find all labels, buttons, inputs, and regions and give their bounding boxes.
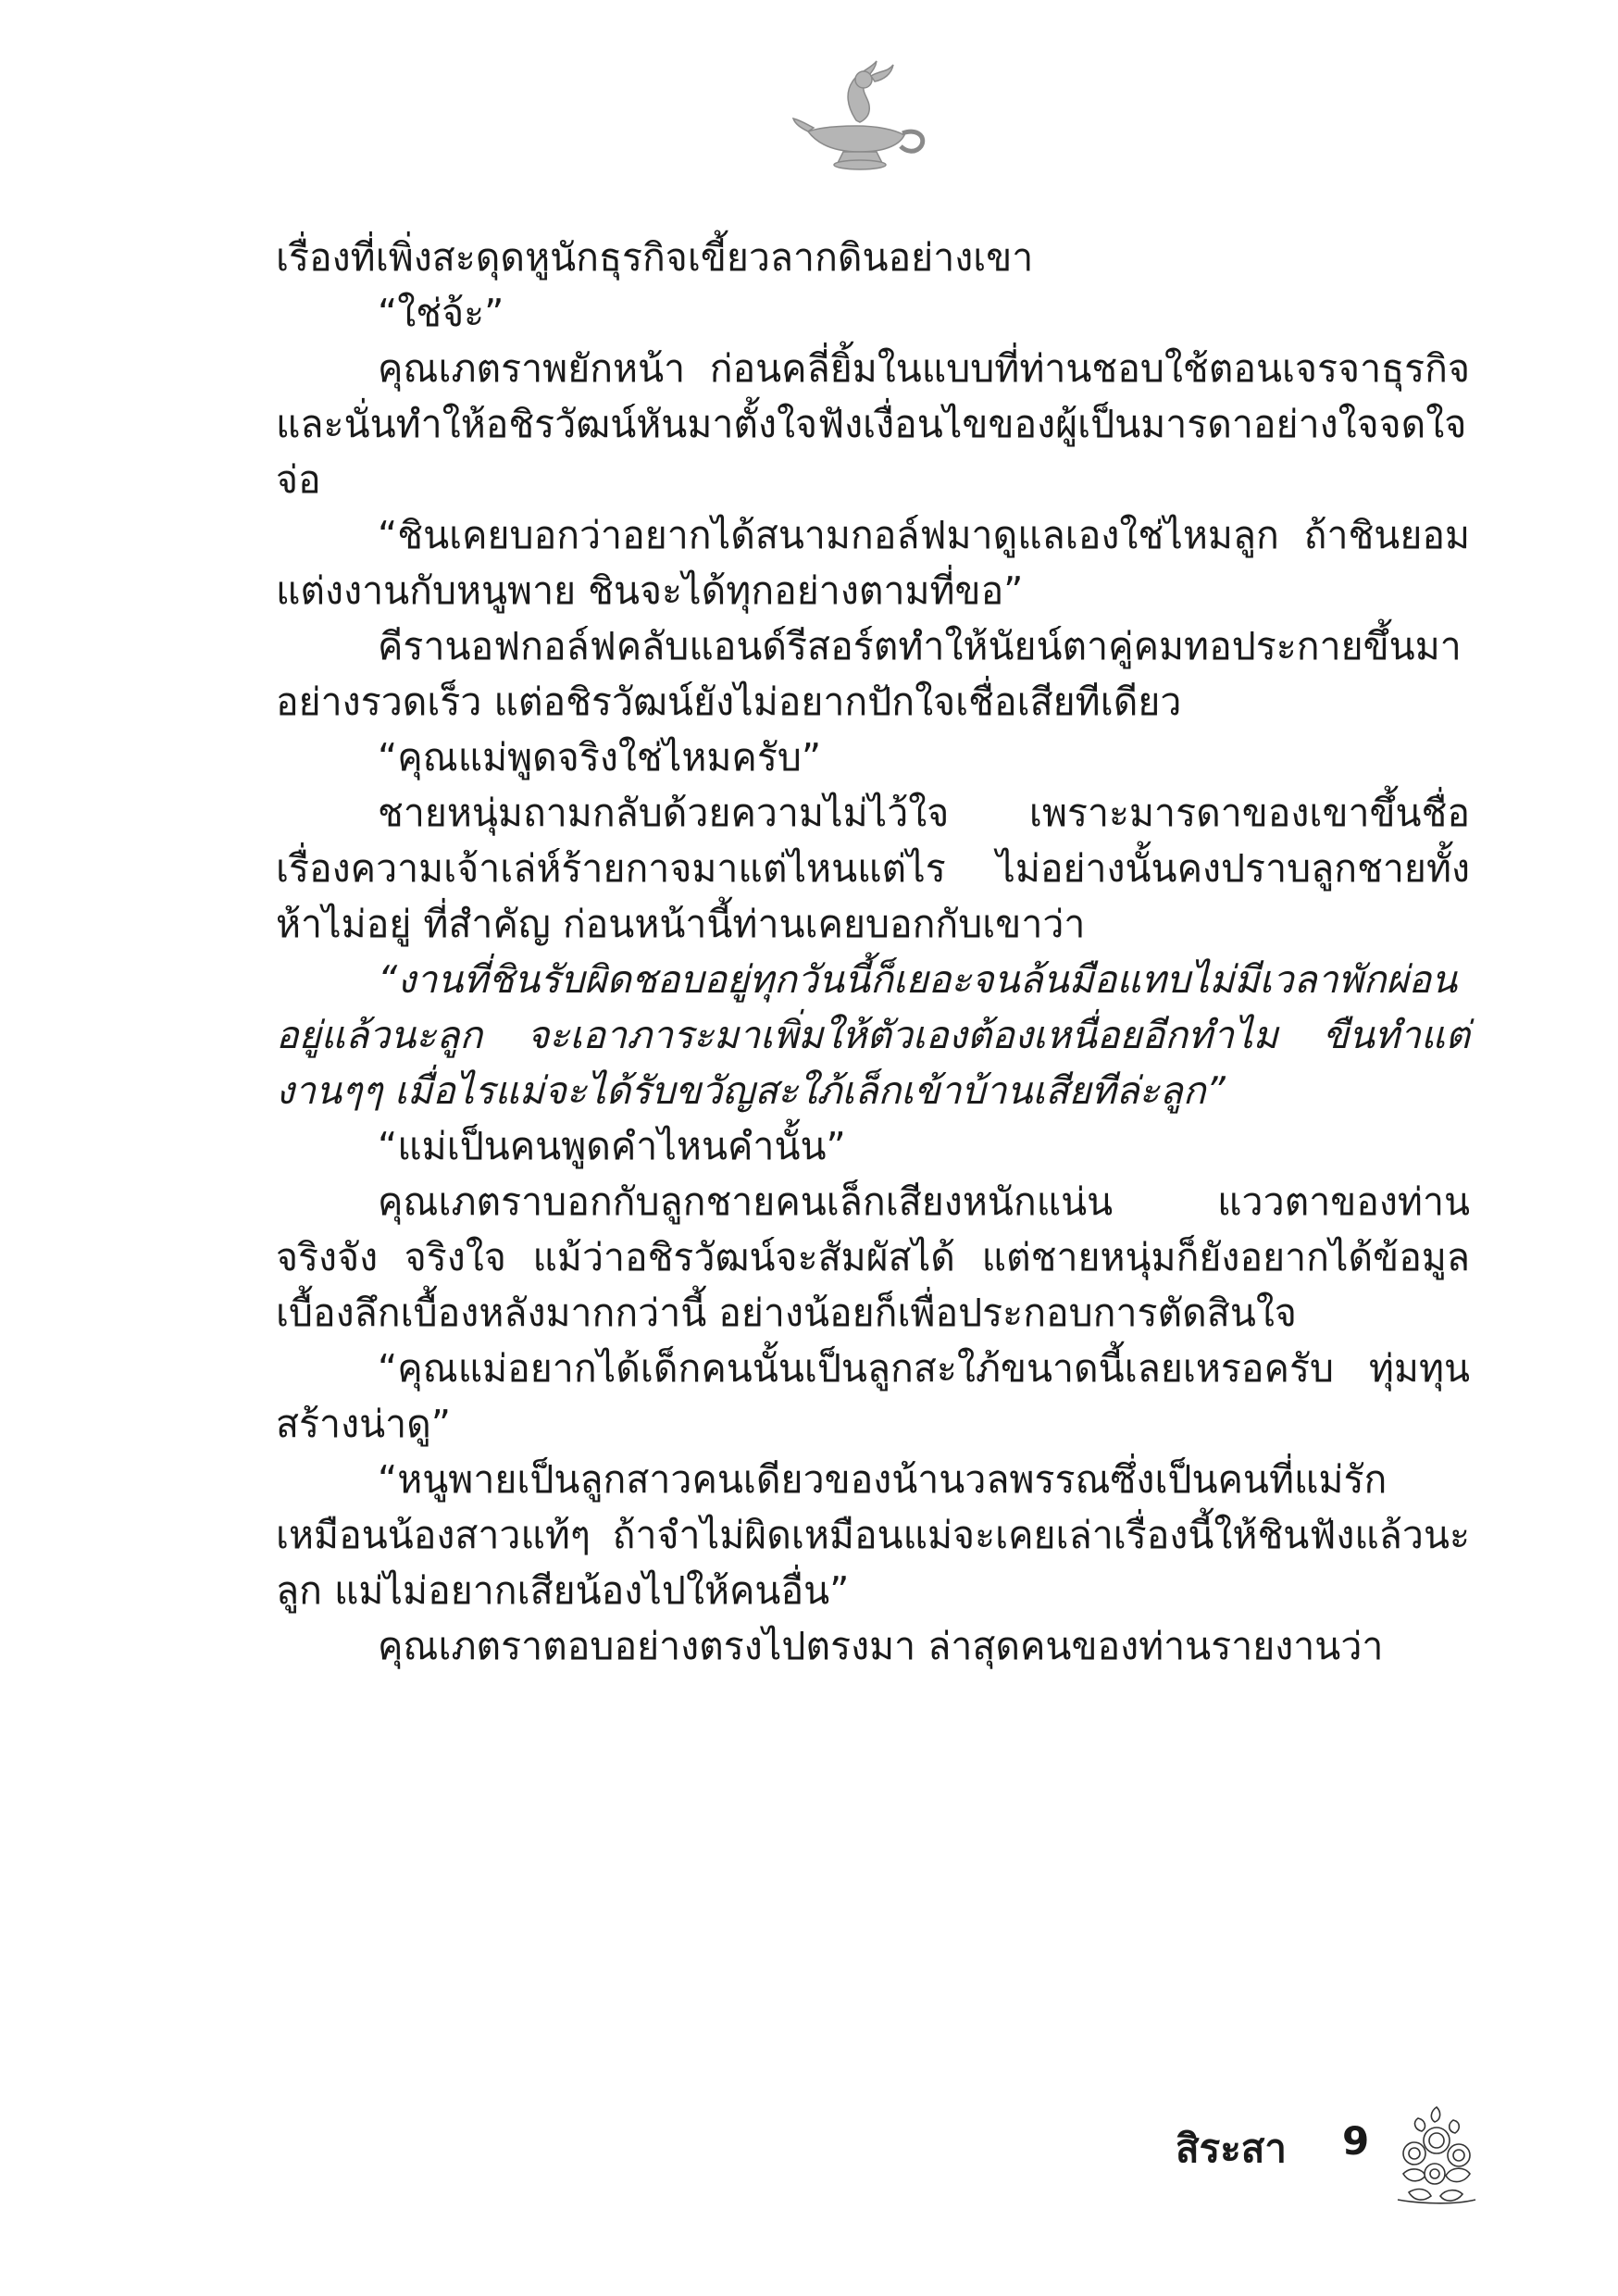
book-title: สิระสา xyxy=(1176,2126,1287,2171)
paragraph: ชายหนุ่มถามกลับด้วยความไม่ไว้ใจ เพราะมารดาของเขาขึ้นชื่อเรื่องความเจ้าเล่ห์ร้ายกาจมาแต่ไหนแต่ไร ไม่อย่างนั้นคงปราบลูกชายทั้งห้าไม่อยู่ ที่สำคัญ ก่อนหน้านี้ท่านเคยบอกกับเขาว่า xyxy=(276,791,1470,946)
paragraph: คุณเภตราพยักหน้า ก่อนคลี่ยิ้มในแบบที่ท่านชอบใช้ตอนเจรจาธุรกิจ และนั่นทำให้อชิรวัฒน์หันมาตั้งใจฟังเงื่อนไขของผู้เป็นมารดาอย่างใจจดใจจ่อ xyxy=(276,346,1470,502)
paragraph: “ใช่จ้ะ” xyxy=(378,291,504,335)
paragraph: คุณเภตราบอกกับลูกชายคนเล็กเสียงหนักแน่น แววตาของท่านจริงจัง จริงใจ แม้ว่าอชิรวัฒน์จะสัมผัสได้ แต่ชายหนุ่มก็ยังอยากได้ข้อมูลเบื้องลึกเบื้องหลังมากกว่านี้ อย่างน้อยก็เพื่อประกอบการตัดสินใจ xyxy=(276,1179,1470,1335)
paragraph: “ชินเคยบอกว่าอยากได้สนามกอล์ฟมาดูแลเองใช่ไหมลูก ถ้าชินยอมแต่งงานกับหนูพาย ชินจะได้ทุกอย่างตามที่ขอ” xyxy=(276,513,1470,613)
paragraph: “งานที่ชินรับผิดชอบอยู่ทุกวันนี้ก็เยอะจนล้นมือแทบไม่มีเวลาพักผ่อนอยู่แล้วนะลูก จะเอาภาระมาเพิ่มให้ตัวเองต้องเหนื่อยอีกทำไม ขืนทำแต่งานๆๆ เมื่อไรแม่จะได้รับขวัญสะใภ้เล็กเข้าบ้านเสียทีล่ะลูก” xyxy=(276,957,1470,1113)
paragraph: เรื่องที่เพิ่งสะดุดหูนักธุรกิจเขี้ยวลากดินอย่างเขา xyxy=(276,235,1034,280)
page-number: 9 xyxy=(1342,2118,1370,2164)
paragraph: “หนูพายเป็นลูกสาวคนเดียวของน้านวลพรรณซึ่งเป็นคนที่แม่รักเหมือนน้องสาวแท้ๆ ถ้าจำไม่ผิดเหมือนแม่จะเคยเล่าเรื่องนี้ให้ชินฟังแล้วนะลูก แม่ไม่อยากเสียน้องไปให้คนอื่น” xyxy=(276,1457,1470,1613)
page-footer xyxy=(1176,2100,1481,2220)
genie-lamp-icon xyxy=(791,56,930,171)
body-text xyxy=(276,230,1470,1674)
paragraph: “แม่เป็นคนพูดคำไหนคำนั้น” xyxy=(378,1124,846,1168)
paragraph: คุณเภตราตอบอย่างตรงไปตรงมา ล่าสุดคนของท่านรายงานว่า xyxy=(378,1624,1384,1668)
paragraph: คีรานอฟกอล์ฟคลับแอนด์รีสอร์ตทำให้นัยน์ตาคู่คมทอประกายขึ้นมาอย่างรวดเร็ว แต่อชิรวัฒน์ยังไม่อยากปักใจเชื่อเสียทีเดียว xyxy=(276,624,1462,724)
flower-ornament-icon xyxy=(1390,2100,1481,2211)
paragraph: “คุณแม่อยากได้เด็กคนนั้นเป็นลูกสะใภ้ขนาดนี้เลยเหรอครับ ทุ่มทุนสร้างน่าดู” xyxy=(276,1346,1470,1446)
paragraph: “คุณแม่พูดจริงใช่ไหมครับ” xyxy=(378,735,822,780)
